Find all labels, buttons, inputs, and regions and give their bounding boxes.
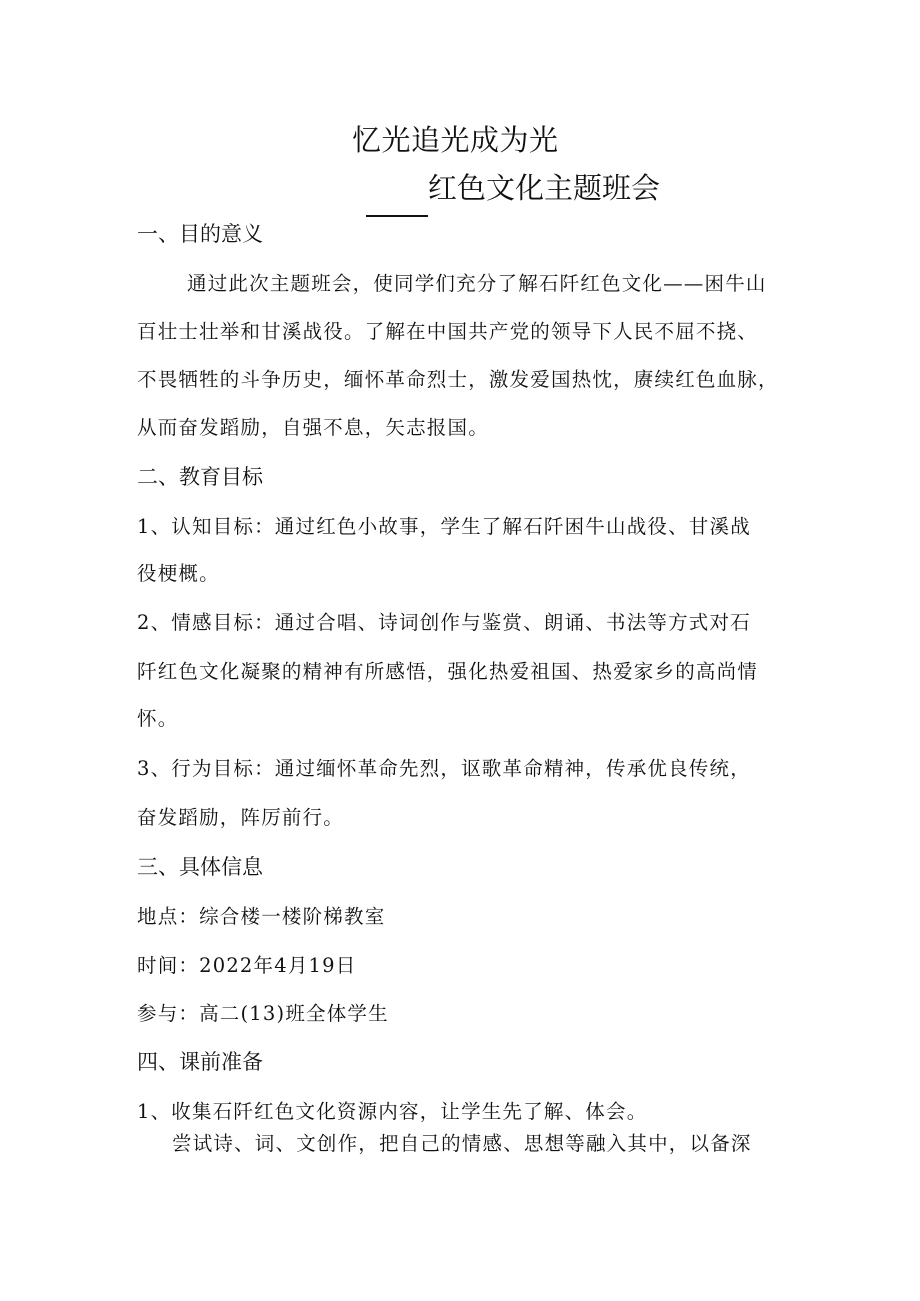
paragraph-line: 奋发蹈励，阵厉前行。 [137,806,345,829]
paragraph-line: 阡红色文化凝聚的精神有所感悟，强化热爱祖国、热爱家乡的高尚情 [137,660,759,683]
info-participants: 参与：高二(13)班全体学生 [137,1002,389,1025]
document-title: 忆光追光成为光 [352,123,559,157]
paragraph-line: 怀。 [137,707,179,730]
paragraph-line: 役梗概。 [137,562,220,585]
section-heading-preparation: 四、课前准备 [137,1050,263,1074]
info-time: 时间：2022年4月19日 [137,954,357,977]
paragraph-line: 从而奋发蹈励，自强不息，矢志报国。 [137,416,489,439]
paragraph-line: 2、情感目标：通过合唱、诗词创作与鉴赏、朗诵、书法等方式对石 [137,611,751,634]
info-location: 地点：综合楼一楼阶梯教室 [137,905,386,928]
paragraph-line: 通过此次主题班会，使同学们充分了解石阡红色文化——困牛山 [187,272,767,295]
paragraph-line: 1、认知目标：通过红色小故事，学生了解石阡困牛山战役、甘溪战 [137,515,751,538]
paragraph-line: 百壮士壮举和甘溪战役。了解在中国共产党的领导下人民不屈不挠、 [137,320,759,343]
section-heading-info: 三、具体信息 [137,855,263,879]
paragraph-line: 尝试诗、词、文创作，把自己的情感、思想等融入其中，以备深 [172,1132,752,1155]
document-subtitle [428,166,660,207]
paragraph-line: 不畏牺牲的斗争历史，缅怀革命烈士，激发爱国热忱，赓续红色血脉， [137,368,779,391]
subtitle-text: 红色文化主题班会 [428,171,661,205]
paragraph-line: 3、行为目标：通过缅怀革命先烈，讴歌革命精神，传承优良传统， [137,757,751,780]
paragraph-line: 1、收集石阡红色文化资源内容，让学生先了解、体会。 [137,1100,648,1123]
section-heading-purpose: 一、目的意义 [137,222,263,246]
section-heading-goals: 二、教育目标 [137,465,263,489]
